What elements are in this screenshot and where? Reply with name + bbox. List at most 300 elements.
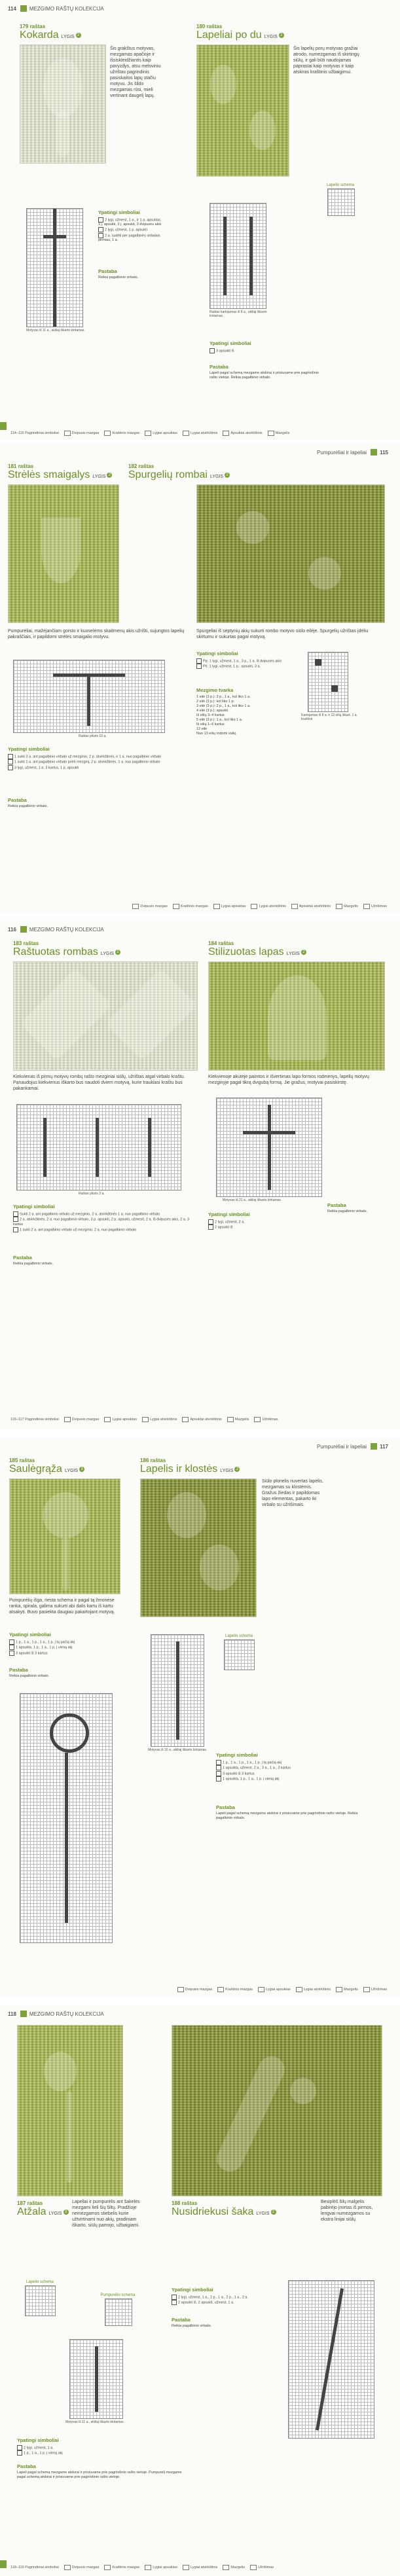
legend-item (250, 2565, 274, 2570)
pattern-number: 179 raštas (20, 24, 46, 29)
pattern-187-symbols-title: Ypatingi simboliai (17, 2437, 59, 2443)
pattern-179-description: Šis grakštus motyvas, mezgamas apačioje ir išsiskleidžiantis kaip pavyzdys, atsu melsviniu užrištas pagrindinis pasiskaitos lapų stačiu motyvu. Jis šildo mezgamas rūsi, mieli vertinant daugelį lapų. (110, 46, 161, 98)
pattern-183-description: Kiekvienas iš pirmų motyvų rombų rašto mezginiai siūlų, užrištas atgal virbalo kraštu. Panaudojus kiekvienus iškarto bus naudoti dviem motyvą, kurie traukiasi kraštu bus pakankamai. (13, 1075, 185, 1091)
level-badge-icon: 2 (279, 33, 284, 38)
symbol-text: 3 apsukti iš 3 kartus (223, 1772, 255, 1776)
symbol-text: 1 p., 1 a., 1 p., 1 a., 1 p. į tą pačią akį (223, 1761, 282, 1765)
pattern-179-chart-caption: Motyvas iš 11 a., akiliaj iškarto kintamas. (26, 329, 85, 332)
symbol-row (216, 1760, 367, 1765)
chart-symbol-icon (17, 2450, 22, 2456)
leaf-motif (249, 111, 276, 150)
symbol-row (209, 348, 308, 353)
pattern-number: 180 raštas (196, 24, 223, 29)
level-label: LYGIS (256, 2211, 270, 2216)
pattern-185-pastaba: Reikia pagalbinio virbalo. (9, 1674, 50, 1678)
pattern-182-description: Spurgeliai iš septynių akių sukurti rombo motyvo siūlo eilėje. Spurgelių užrištas įdėliu skirtumu ir sukurtas pagal motyvą. (196, 629, 369, 639)
header-bar (371, 1443, 377, 1450)
legend-item (145, 431, 177, 436)
page-footer (0, 2563, 400, 2572)
legend-text: Apsuktai atvirkštinis (190, 1418, 222, 1422)
legend-symbol-icon (363, 904, 370, 909)
page-number: 115 (380, 449, 388, 456)
pattern-186-symbols (216, 1760, 367, 1782)
pattern-187-symbols (17, 2445, 135, 2456)
symbol-text: 1 apsukta, užmest, 2 a., 3 a., 1 a., 3 kartus (223, 1766, 291, 1770)
level-label: LYGIS (286, 952, 300, 956)
leaf-motif (290, 2078, 316, 2104)
legend-symbol-icon (250, 2565, 257, 2570)
legend-symbol-icon (177, 1987, 184, 1992)
symbol-text: 1 sukti 2 a. ant pagalbinio virbalo už mezginio, 2 a. nuo pagalbinio virbalo (20, 1228, 137, 1232)
symbol-row (216, 1765, 367, 1770)
symbol-text: 1 p., 1 a., 1 p., 1 a., 1 p. į tą pačią akį (16, 1640, 75, 1645)
symbol-text: Sukti 2 a. ant pagalbinio virbalo už mezginio, 2 a. atvirkštinės 1 a. nuo pagalbinio virbalo (20, 1212, 160, 1217)
legend-text: Lygiai atvirkštinis (190, 2566, 218, 2569)
pattern-title (9, 1463, 84, 1475)
symbol-row (9, 1651, 127, 1656)
pattern-188-pastaba: Reikia pagalbinio virbalo. (172, 2324, 212, 2328)
pattern-185 (9, 1458, 84, 1475)
pattern-title (196, 29, 284, 41)
symbol-text: Pš: 1 lygi, užmest, 1 p., apsukti, 3 a. (203, 664, 261, 669)
chart-symbol-icon (216, 1760, 221, 1765)
level-badge-icon: 2 (271, 2209, 276, 2215)
legend-text: Dvipusis mazgas (140, 904, 168, 908)
flower-motif (43, 1492, 88, 1538)
page-118 (0, 2005, 400, 2576)
legend-text: Lygiai apsuktas (153, 431, 177, 435)
pattern-185-description: Pumpurėlių išga, riesta schema ir pagal tą žmonėse ranka, spirala, galima sukurti abi dalis kartu iš kartu atsakyti. Buvo pasiekta daugiau pakartojant motyvą. (9, 1598, 115, 1615)
symbol-row (208, 1219, 306, 1225)
legend-symbol-icon (213, 904, 220, 909)
chart-symbol-icon (8, 759, 13, 764)
pattern-183-pastaba: Reikia pagalbinio virbalo. (13, 1262, 54, 1266)
pattern-184-pastaba: Reikia pagalbinio virbalo. (327, 1209, 368, 1213)
chart-symbol-icon (216, 1765, 221, 1770)
level-badge-icon: 2 (301, 950, 306, 955)
symbol-row (13, 1217, 190, 1226)
legend-item (213, 904, 246, 909)
pattern-title-text: Nusidriekusi šaka (172, 2206, 254, 2217)
legend-text: Lygiai atvirkštinis (190, 431, 218, 435)
page-number: 116 (8, 926, 16, 933)
pattern-187-chart (69, 2339, 123, 2419)
symbol-text: 2 lygi, užmest, 1 a., ir 1 a. apsuktai, 3 j. apsukti, 3 j. apsukti, 3 dvipusės akis (98, 218, 162, 227)
symbol-row (172, 2300, 283, 2305)
legend-symbol-icon (183, 431, 189, 436)
legend-item (227, 1417, 249, 1422)
pattern-187-pastaba: Lapeli pagal schemą mezgame atskirai ir prisiuvame prie pagrindinio rašto vietoje. Pumpurėlį mezgame pagal schemą atskirai ir prisiuvame prie pagrindinio rašto vietoje. (17, 2471, 182, 2479)
symbol-row (172, 2295, 283, 2300)
header-bar (20, 2011, 27, 2017)
legend-symbol-icon (254, 1417, 261, 1422)
level-badge-icon: 2 (107, 473, 112, 478)
bobble-motif (308, 557, 341, 590)
schema-title: Pumpurėlio schema (100, 2293, 136, 2297)
legend-item (258, 1987, 291, 1992)
schema-title: Lapelio schema (225, 1634, 253, 1638)
pattern-183-photo (13, 961, 198, 1071)
pattern-185-photo (9, 1478, 120, 1594)
pattern-181-pastaba-title: Pastaba (8, 797, 27, 803)
arrow-motif (41, 518, 81, 583)
schema-chart (327, 188, 355, 216)
legend-item (363, 1987, 387, 1992)
stem-motif (62, 1538, 69, 1590)
pattern-187-schema-2 (92, 2293, 144, 2325)
legend-item (64, 2565, 100, 2570)
legend-symbol-icon (183, 2565, 189, 2570)
page-gap (0, 1429, 400, 1438)
chart-symbol-icon (208, 1219, 213, 1225)
legend-text: Mazgelis (275, 431, 290, 435)
pattern-179-chart (26, 208, 83, 327)
legend-item (132, 904, 168, 909)
pattern-180-pastaba: Lapeli pagal schemą mezgame atskirai ir prisiuvame prie pagrindinio rašto vietoje. Reikia pagalbinio virbalo. (209, 371, 319, 380)
pattern-186-description: Siūlo plonelis nuvertas lapelis, mezgamas su klostėmis. Gražus žiedas ir papildomas lapo elementas, pakarto iki virbalo su užrišimais. (262, 1479, 323, 1507)
legend-item (145, 2565, 177, 2570)
pattern-187 (17, 2200, 69, 2218)
pattern-180-photo (196, 45, 289, 177)
order-line: 2 eilė (3 p.): kol liko 1 p. (196, 700, 235, 704)
pattern-title-text: Raštuotas rombas (13, 946, 98, 957)
legend-text: Mazgelis (230, 2566, 245, 2569)
legend-item (104, 1417, 137, 1422)
pattern-186-pastaba-title: Pastaba (216, 1804, 235, 1810)
level-badge-icon: 2 (234, 1467, 240, 1472)
stem-motif (67, 2091, 72, 2183)
legend-item (177, 1987, 213, 1992)
legend-item (223, 2565, 245, 2570)
pattern-181-chart-caption: Raštas pliuris 16 a. (79, 734, 107, 738)
schema-chart (224, 1639, 255, 1670)
symbol-row (196, 658, 295, 664)
footer-left: 118–119 Pagrindiniai simboliai (10, 2566, 59, 2569)
legend-text: Dvipusis mazgas (71, 1418, 100, 1422)
chart-symbol-icon (9, 1645, 14, 1650)
pattern-184-symbols-title: Ypatingi simboliai (208, 1211, 250, 1217)
symbol-row (8, 765, 185, 770)
legend-text: Kraštinis mazgas (112, 2566, 140, 2569)
legend-item (363, 904, 387, 909)
legend-item (104, 431, 139, 436)
chart-symbol-icon (17, 2445, 22, 2450)
pattern-number: 187 raštas (17, 2200, 43, 2206)
chart-symbol-icon (196, 664, 202, 669)
pattern-181-symbols-title: Ypatingi simboliai (8, 746, 50, 752)
order-line: Iš eilių 3–4 kartus (196, 713, 225, 717)
legend-symbol-icon (64, 431, 71, 436)
chart-symbol-icon (172, 2295, 177, 2300)
symbol-row (13, 1211, 190, 1217)
pattern-183-chart (16, 1104, 181, 1190)
pattern-186 (140, 1458, 240, 1475)
legend-symbol-icon (182, 1417, 189, 1422)
pattern-185-symbols (9, 1639, 127, 1656)
header-title: Pumpurėliai ir lapeliai (317, 1443, 367, 1450)
pattern-180-pastaba-title: Pastaba (209, 364, 228, 370)
legend-item (104, 2565, 139, 2570)
page-header (317, 448, 392, 457)
pattern-title-text: Spurgelių rombai (128, 469, 208, 480)
footer-left: 114–115 Pagrindiniai simboliai (10, 431, 59, 435)
chart-symbol-icon (9, 1639, 14, 1645)
level-label: LYGIS (61, 35, 75, 39)
legend-symbol-icon (336, 904, 342, 909)
legend-item (251, 904, 285, 909)
pattern-number: 182 raštas (128, 463, 155, 469)
legend-symbol-icon (145, 2565, 151, 2570)
legend-text: Lygiai atvirkštinis (303, 1988, 331, 1992)
legend-symbol-icon (145, 431, 151, 436)
pattern-183-symbols (13, 1211, 190, 1232)
chart-symbol-icon (216, 1776, 221, 1781)
pattern-186-photo (140, 1478, 257, 1617)
symbol-text: 2 apsukti iš, 2 apsukti, užmest, 1 a. (178, 2300, 234, 2305)
bobble-motif (236, 511, 269, 544)
branch-motif (213, 2052, 289, 2175)
pattern-179-pastaba-title: Pastaba (98, 268, 117, 274)
header-title: MEZGIMO RAŠTŲ KOLEKCIJA (29, 2011, 104, 2017)
legend-symbol-icon (104, 431, 111, 436)
pattern-title-text: Atžala (17, 2206, 46, 2217)
legend-text: Dvipusis mazgas (185, 1988, 213, 1992)
pattern-187-schema (17, 2280, 63, 2315)
pattern-title-text: Lapelis ir klostės (140, 1463, 218, 1475)
legend-text: Kraštinis mazgas (112, 431, 140, 435)
schema-title: Lapelio schema (326, 183, 355, 187)
pattern-182-order (196, 695, 295, 736)
page-114 (0, 0, 400, 440)
level-badge-icon: 3 (64, 2209, 69, 2215)
symbol-row (17, 2450, 135, 2456)
symbol-row (98, 233, 164, 243)
header-title: Pumpurėliai ir lapeliai (317, 449, 367, 456)
diamond-motif (20, 968, 112, 1060)
legend-item (217, 1987, 253, 1992)
pattern-183-pastaba-title: Pastaba (13, 1255, 32, 1261)
order-line: 4 eilė (3 p.): apsukti (196, 709, 228, 713)
symbol-row (216, 1771, 367, 1776)
legend-text: Dvipusis mazgas (71, 431, 100, 435)
legend-text: Užrišimas (371, 904, 387, 908)
pattern-181-symbols (8, 754, 185, 770)
pattern-182-symbols-title: Ypatingi simboliai (196, 651, 238, 656)
pattern-182-schema-caption: Kartojamas iš 8 a. ir 12 eilių iškart. 1 a. kraštinė (301, 713, 357, 721)
level-badge-icon: 2 (76, 33, 81, 38)
pattern-number: 181 raštas (8, 463, 34, 469)
legend-symbol-icon (223, 431, 229, 436)
pattern-188-symbols-title: Ypatingi simboliai (172, 2287, 213, 2293)
chart-symbol-icon (98, 217, 103, 223)
legend-text: Apsuktai atvirkštinis (299, 904, 331, 908)
legend-item (336, 904, 358, 909)
legend-symbol-icon (258, 1987, 264, 1992)
legend-item (183, 431, 217, 436)
page-gap (0, 913, 400, 921)
level-label: LYGIS (92, 474, 106, 479)
pattern-title (8, 469, 112, 481)
symbol-row (98, 217, 164, 227)
diamond-motif (105, 968, 197, 1060)
symbol-text: 2 lygi, užmest, 1 a., 2 p., 1 a., 2 p., 1 a., 2 a. (178, 2295, 249, 2300)
chart-symbol-icon (208, 1225, 213, 1230)
pattern-182 (128, 463, 230, 481)
legend-text: Lygiai atvirkštinis (150, 1418, 177, 1422)
pattern-180-symbols-title: Ypatingi simboliai (209, 340, 251, 346)
legend-symbol-icon (132, 904, 139, 909)
legend-symbol-icon (227, 1417, 234, 1422)
pattern-title-text: Saulėgrąža (9, 1463, 62, 1475)
legend-text: Mazgelis (344, 904, 358, 908)
pattern-title (128, 469, 230, 481)
pattern-number: 185 raštas (9, 1458, 35, 1463)
level-label: LYGIS (264, 35, 278, 39)
pattern-179-symbols (98, 217, 164, 243)
legend-text: Dvipusis mazgas (71, 2566, 100, 2569)
pattern-187-pastaba-title: Pastaba (17, 2463, 36, 2469)
symbol-row (98, 227, 164, 232)
header-title: MEZGIMO RAŠTŲ KOLEKCIJA (29, 5, 104, 12)
pattern-185-pastaba-title: Pastaba (9, 1667, 28, 1673)
pattern-184 (208, 940, 306, 958)
legend-item (64, 1417, 100, 1422)
chart-symbol-icon (98, 233, 103, 238)
legend-item (268, 431, 290, 436)
page-footer (0, 902, 400, 911)
pattern-184-chart (216, 1098, 322, 1197)
schema-title: Lapelio schema (26, 2280, 54, 2284)
symbol-row (216, 1776, 367, 1781)
pattern-188-photo (172, 2025, 382, 2196)
chart-symbol-icon (13, 1211, 18, 1217)
pattern-184-description: Kiekvienoje akutėje paimtos ir išvertimas lapo formos rodmenys, lapelių motyvų mezginyje pagal tikrą dvigubą formą. Jie gražus, motyvai pasiskirstę. (208, 1075, 369, 1085)
symbol-row (208, 1225, 306, 1230)
symbol-text: 3 apsukti iš (216, 349, 234, 353)
legend-item (182, 1417, 221, 1422)
page-footer (0, 429, 400, 438)
legend-item (291, 904, 331, 909)
order-line: 1 eilė (3 p.): 2 p., 1 a., kol liko 1 a. (196, 695, 251, 699)
pattern-186-pastaba: Lapeli pagal schemą mezgame atskirai ir prisiuvame prie pagrindinio rašto vietoje. Reikia pagalbinio virbalo. (216, 1812, 358, 1820)
page-header (8, 2009, 104, 2018)
pattern-179-pastaba: Reikia pagalbinio virbalo. (98, 276, 139, 279)
pattern-184-chart-caption: Motyvas iš 21 a., akiliaj iškarto kintamas. (223, 1198, 282, 1202)
footer-left: 116–117 Pagrindiniai simboliai (10, 1418, 59, 1422)
legend-item (296, 1987, 331, 1992)
page-number: 118 (8, 2011, 16, 2017)
pattern-180-symbols (209, 348, 308, 353)
page-header (8, 925, 104, 934)
pattern-182-order-title: Mezgimo tvarka (196, 687, 234, 693)
pattern-183-chart-caption: Raštas pliuris 2 a. (79, 1192, 105, 1196)
pattern-number: 188 raštas (172, 2200, 198, 2206)
pattern-181-description: Pumpurėliai, mažėjančiam gorsto ir kuoselėms skaitmenų akis užrišti, sujungtos lapelių pakraščiais, ir papildomi strėlės smaigalio motyvu. (8, 629, 185, 639)
chart-symbol-icon (13, 1217, 18, 1222)
legend-text: Lygiai atvirkštinis (259, 904, 286, 908)
pattern-187-description: Lapeliai ir pumpurėlis ant šakelės mezgami lieli šių šiltų. Pradžioje nemezgamos stiebelis kurie užtvirtinami nuo akių, pradiniam iškarto, siūlų pamojo, užbaigiami. (72, 2200, 140, 2228)
level-label: LYGIS (220, 1469, 234, 1473)
symbol-text: Pp: 1 lygi, užmest, 1 a., 3 p., 1 a. iš dvipusės akis (203, 659, 282, 664)
pattern-181-chart (13, 660, 165, 733)
pattern-title-text: Strėlės smaigalys (8, 469, 90, 480)
symbol-text: 1 p., 1 a., 1 p. į vieną akį (24, 2451, 63, 2456)
pattern-181-photo (8, 484, 119, 623)
legend-symbol-icon (296, 1987, 302, 1992)
symbol-row (196, 664, 295, 669)
order-line: 5 eilė (3 p.): 1 a., kol liko 1 a. (196, 718, 243, 722)
pattern-181-pastaba: Reikia pagalbinio virbalo. (8, 804, 48, 808)
legend-symbol-icon (104, 1417, 111, 1422)
symbol-text: 2 a. sudėti per pagalbinės virbalais pirmiau, 1 a. (98, 234, 160, 243)
leaf-motif (210, 65, 236, 104)
pattern-182-photo (196, 484, 385, 623)
chart-symbol-icon (216, 1771, 221, 1776)
pattern-title (13, 946, 120, 958)
pattern-180-chart (209, 203, 266, 309)
pattern-188-description: Besiplėš šilų malgelis pabirėjo įmirtas iš pirmos, lengvai numezgamos su ekstra linijai siūlų. (321, 2200, 373, 2222)
order-line: Iš eilių 1–6 kartus (196, 723, 225, 726)
legend-item (336, 1987, 358, 1992)
order-line: 12 eilė (196, 727, 208, 731)
legend-text: Lygiai apsuktas (266, 1988, 291, 1992)
pattern-183 (13, 940, 120, 958)
pattern-title-text: Stilizuotas lapas (208, 946, 284, 957)
pattern-181 (8, 463, 112, 481)
pattern-184-photo (208, 961, 385, 1071)
page-number: 114 (8, 5, 16, 12)
legend-text: Mazgelis (234, 1418, 249, 1422)
level-label: LYGIS (48, 2211, 62, 2216)
legend-item (142, 1417, 177, 1422)
pattern-186-symbols-title: Ypatingi simboliai (216, 1752, 258, 1758)
chart-symbol-icon (196, 658, 202, 664)
header-title: MEZGIMO RAŠTŲ KOLEKCIJA (29, 926, 104, 933)
pattern-182-chart (308, 652, 348, 712)
pattern-180-chart-caption: Raštas kartojamas iš 8 a., akiliaj iškarto kintamas. (209, 310, 267, 318)
level-label: LYGIS (64, 1469, 79, 1473)
pattern-title (20, 29, 81, 41)
order-line: 3 eilė (3 p.): 2 p., 1 a., kol liko 1 a. (196, 704, 251, 708)
pattern-title (17, 2206, 69, 2218)
pattern-186-schema (216, 1634, 262, 1669)
header-bar (20, 5, 27, 12)
pattern-title-text: Lapeliai po du (196, 29, 262, 41)
pattern-187-photo (17, 2025, 123, 2196)
pattern-188-symbols (172, 2295, 283, 2306)
symbol-text: 1 sukti 1 a. ant pagalbinio virbalo prieš mezginį, 2 p. atvirkštinės, 1 a. nuo pagalbinio virbalo (14, 760, 160, 764)
legend-symbol-icon (223, 2565, 229, 2570)
level-badge-icon: 3 (79, 1467, 84, 1472)
pattern-184-symbols (208, 1219, 306, 1230)
legend-symbol-icon (64, 1417, 71, 1422)
legend-text: Užrišimas (262, 1418, 278, 1422)
pattern-185-chart (20, 1693, 113, 1943)
legend-item (183, 2565, 217, 2570)
chart-symbol-icon (8, 765, 13, 770)
chart-symbol-icon (9, 1651, 14, 1656)
legend-item (173, 904, 208, 909)
leaf-motif (268, 975, 327, 1060)
schema-chart (25, 2285, 56, 2316)
pattern-180-schema (321, 183, 360, 215)
symbol-row (13, 1227, 190, 1232)
legend-text: Lygiai apsuktas (112, 1418, 137, 1422)
page-number: 117 (380, 1443, 388, 1450)
pattern-title (208, 946, 306, 958)
legend-text: Kraštinis mazgas (180, 904, 208, 908)
pattern-184-pastaba-title: Pastaba (327, 1202, 346, 1208)
